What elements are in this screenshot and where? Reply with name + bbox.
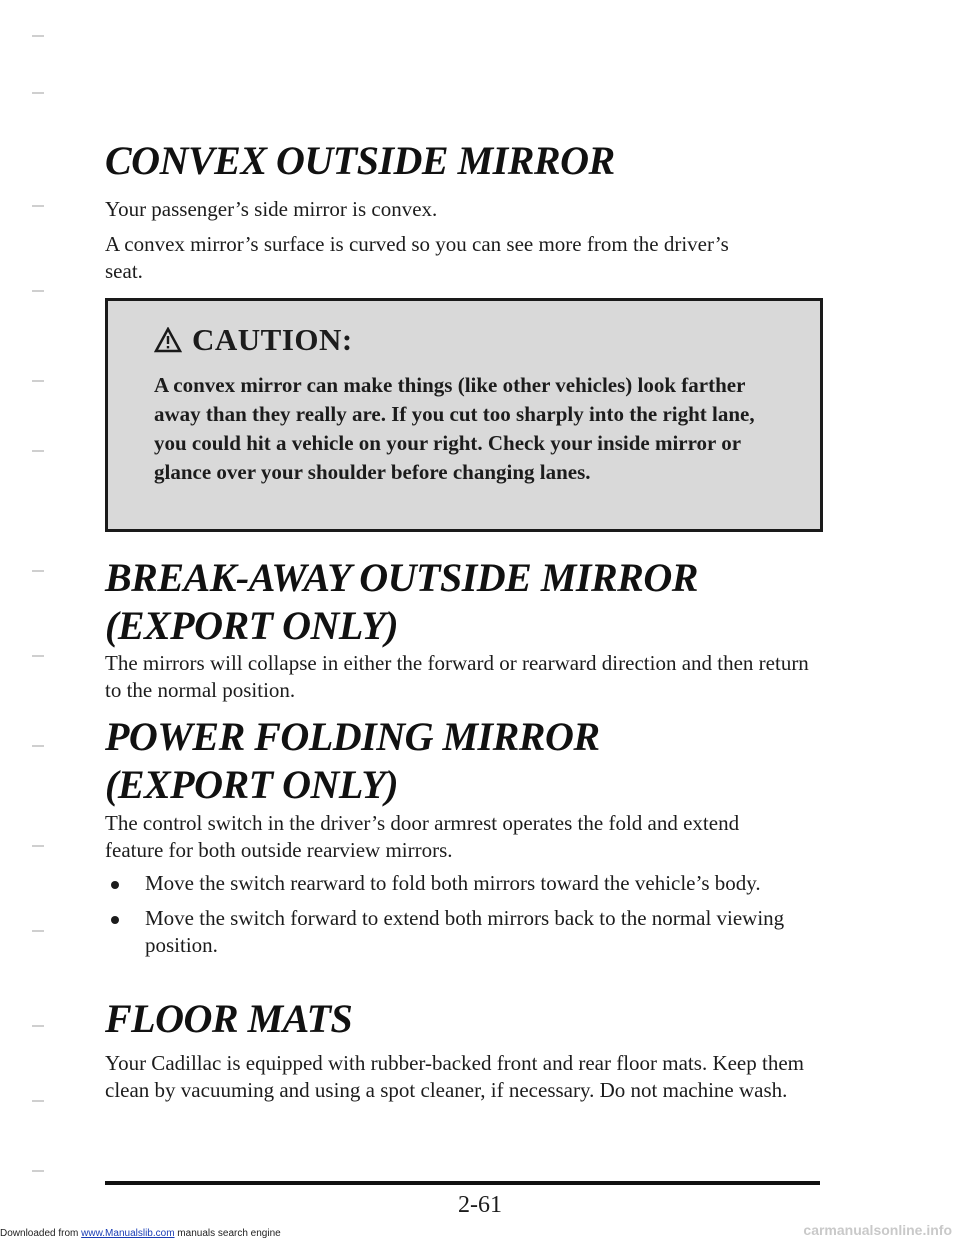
floor-mats-paragraph: Your Cadillac is equipped with rubber-backed front and rear floor mats. Keep them clean by vacuuming and using a spot cleaner, if necessary. Do not machine wash. [105,1051,804,1102]
margin-tick [32,655,44,657]
margin-tick [32,845,44,847]
convex-paragraph-2: A convex mirror’s surface is curved so you can see more from the driver’s seat. [105,232,729,283]
margin-tick [32,1100,44,1102]
bullet-icon [111,916,119,924]
page-number: 2-61 [458,1192,502,1218]
section-title-floor-mats: FLOOR MATS [105,996,353,1041]
margin-tick [32,380,44,382]
convex-paragraph-1: Your passenger’s side mirror is convex. [105,197,438,221]
breakaway-paragraph: The mirrors will collapse in either the forward or rearward direction and then return to the normal position. [105,651,809,702]
section-title-power-folding-line2: (EXPORT ONLY) [105,762,399,807]
manualslib-link[interactable]: www.Manualslib.com [81,1228,175,1239]
list-item [105,905,805,959]
margin-tick [32,35,44,37]
footer-prefix: Downloaded from [0,1228,82,1239]
download-footer [0,1228,281,1239]
footer-rule [105,1181,820,1185]
caution-box [105,298,823,532]
watermark: carmanualsonline.info [803,1222,952,1238]
bullet-text: Move the switch forward to extend both mirrors back to the normal viewing position. [145,906,785,957]
list-item [105,870,795,897]
section-title-power-folding-line1: POWER FOLDING MIRROR [105,714,600,759]
section-title-breakaway-line2: (EXPORT ONLY) [105,603,399,648]
section-title-convex-mirror: CONVEX OUTSIDE MIRROR [105,138,615,183]
caution-header [154,315,780,365]
caution-text: A convex mirror can make things (like other vehicles) look farther away than they really are. If you cut too sharply into the right lane, you could hit a vehicle on your right. Check your inside mirror or glance over your shoulder before changing lanes. [154,373,755,484]
power-folding-bullet-list [105,870,825,967]
section-title-breakaway-line1: BREAK-AWAY OUTSIDE MIRROR [105,555,698,600]
bullet-icon [111,881,119,889]
margin-tick [32,745,44,747]
margin-tick [32,92,44,94]
footer-suffix: manuals search engine [174,1228,281,1239]
margin-tick [32,450,44,452]
margin-tick [32,1025,44,1027]
bullet-text: Move the switch rearward to fold both mirrors toward the vehicle’s body. [145,871,761,895]
margin-tick [32,290,44,292]
margin-tick [32,205,44,207]
warning-triangle-icon [154,327,182,353]
power-folding-paragraph: The control switch in the driver’s door armrest operates the fold and extend feature for both outside rearview mirrors. [105,811,740,862]
margin-tick [32,1170,44,1172]
margin-tick [32,930,44,932]
margin-tick [32,570,44,572]
caution-label: CAUTION: [192,322,353,357]
